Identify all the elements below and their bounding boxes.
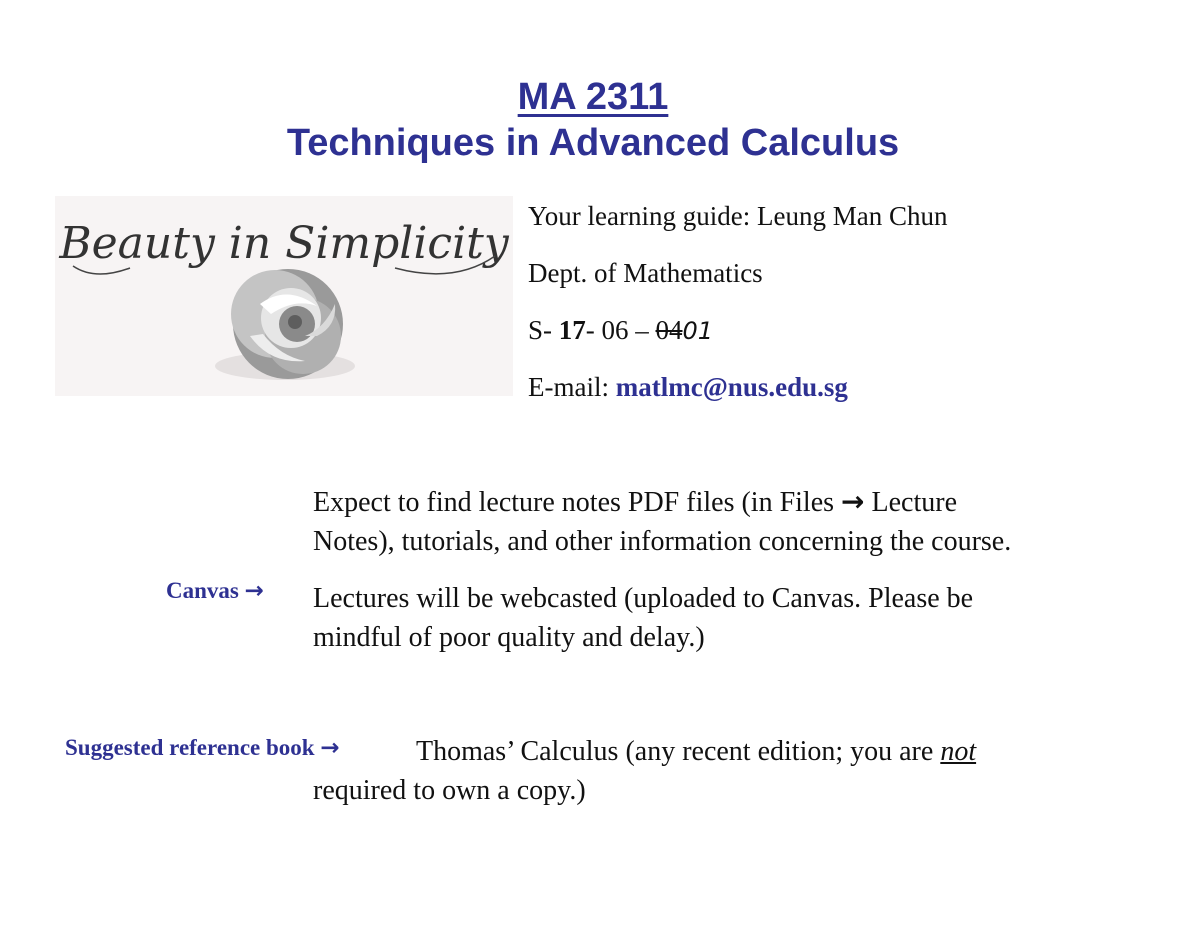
- right-arrow-icon: →: [841, 485, 865, 518]
- canvas-label: [166, 578, 264, 604]
- reference-label-text: Suggested reference book: [65, 735, 315, 760]
- reference-book-text: [416, 732, 976, 771]
- course-code: MA 2311: [517, 76, 669, 118]
- guide-name: Leung Man Chun: [757, 201, 948, 231]
- office-mid: - 06 –: [585, 315, 656, 345]
- canvas-line-3: Lectures will be webcasted (uploaded to Canvas. Please be: [313, 583, 974, 614]
- email-label: E-mail:: [528, 372, 609, 402]
- office-line: [528, 314, 713, 347]
- canvas-label-text: Canvas: [166, 578, 239, 603]
- department-line: Dept. of Mathematics: [528, 258, 763, 288]
- reference-text-start: Thomas’ Calculus (any recent edition; you are: [416, 736, 941, 767]
- guide-label: Your learning guide:: [528, 201, 751, 231]
- rose-image: [55, 196, 513, 396]
- email-line: [528, 371, 848, 403]
- office-block: 17: [558, 315, 586, 345]
- reference-book-text-end: required to own a copy.): [313, 775, 586, 806]
- canvas-line-1: [313, 482, 1173, 522]
- canvas-line-4: mindful of poor quality and delay.): [313, 622, 705, 653]
- canvas-line-1-start: Expect to find lecture notes PDF files (in Files: [313, 487, 835, 518]
- right-arrow-icon: →: [244, 578, 264, 604]
- reference-label: [65, 735, 340, 761]
- canvas-webcast-text: [313, 579, 1173, 657]
- canvas-line-2: Notes), tutorials, and other information concerning the course.: [313, 526, 1012, 557]
- email-link[interactable]: matlmc@nus.edu.sg: [615, 372, 848, 402]
- course-title: Techniques in Advanced Calculus: [286, 122, 900, 164]
- beauty-in-simplicity-banner: [55, 196, 513, 396]
- learning-guide-line: [528, 200, 947, 232]
- canvas-line-1-end: Lecture: [871, 487, 957, 518]
- rose-flower-icon: [215, 269, 355, 380]
- office-handwritten-number: 01: [682, 317, 714, 345]
- page-title: [0, 74, 1186, 166]
- canvas-files-text: [313, 482, 1173, 561]
- office-prefix: S-: [528, 315, 559, 345]
- banner-script-text: Beauty in Simplicity: [59, 218, 509, 269]
- right-arrow-icon: →: [320, 735, 340, 761]
- office-struck-number: 04: [655, 315, 683, 345]
- reference-emphasis: not: [940, 736, 977, 767]
